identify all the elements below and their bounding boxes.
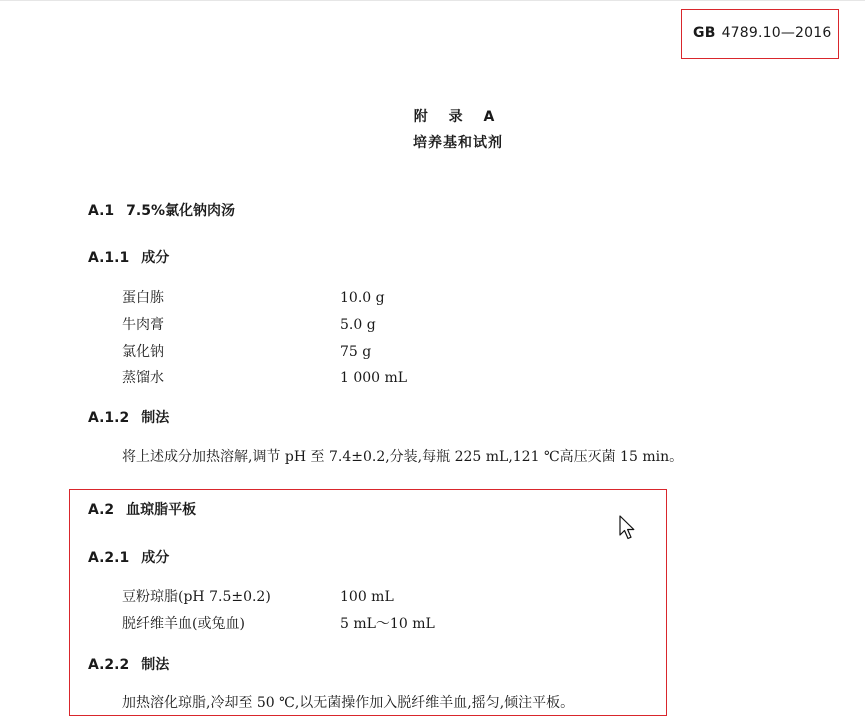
ingredient-value: 100 mL [340,589,394,605]
section-number: A.1 [88,203,115,219]
section-heading-a1-2 [88,407,169,427]
section-number: A.1.2 [88,410,130,426]
section-number: A.2.1 [88,550,130,566]
preparation-text-a1: 将上述成分加热溶解,调节 pH 至 7.4±0.2,分装,每瓶 225 mL,121 ℃高压灭菌 15 min。 [122,449,684,465]
ingredient-value: 1 000 mL [340,370,408,386]
ingredient-name: 氯化钠 [122,344,164,360]
section-heading-a2-2 [88,654,169,674]
ingredient-name: 蒸馏水 [122,370,164,386]
standard-prefix: GB [693,25,716,41]
ingredient-value: 5 mL～10 mL [340,616,435,632]
ingredient-name: 脱纤维羊血(或兔血) [122,616,245,632]
section-title: 7.5%氯化钠肉汤 [126,203,235,219]
section-heading-a1-1 [88,247,169,267]
appendix-title: 附 录 A [413,109,503,125]
ingredient-name: 牛肉膏 [122,317,164,333]
standard-code [693,25,832,41]
section-heading-a2-1 [88,547,169,567]
appendix-subtitle: 培养基和试剂 [413,135,503,151]
section-title: 制法 [141,410,170,426]
section-heading-a1 [88,200,235,220]
ingredient-value: 5.0 g [340,317,376,333]
section-title: 成分 [141,550,170,566]
section-heading-a2 [88,499,196,519]
ingredient-row [122,341,371,361]
section-title: 成分 [141,250,170,266]
ingredient-value: 10.0 g [340,290,385,306]
section-number: A.2.2 [88,657,130,673]
section-number: A.2 [88,502,115,518]
section-title: 血琼脂平板 [126,502,197,518]
ingredient-row [122,287,385,307]
section-title: 制法 [141,657,170,673]
ingredient-row [122,367,407,387]
section-number: A.1.1 [88,250,130,266]
standard-number: 4789.10—2016 [721,25,832,41]
ingredient-value: 75 g [340,344,372,360]
ingredient-row [122,586,394,606]
ingredient-row [122,314,376,334]
mouse-pointer-icon [619,515,637,541]
ingredient-row [122,613,435,633]
preparation-text-a2: 加热溶化琼脂,冷却至 50 ℃,以无菌操作加入脱纤维羊血,摇匀,倾注平板。 [122,695,575,711]
ingredient-name: 蛋白胨 [122,290,164,306]
ingredient-name: 豆粉琼脂(pH 7.5±0.2) [122,589,271,605]
